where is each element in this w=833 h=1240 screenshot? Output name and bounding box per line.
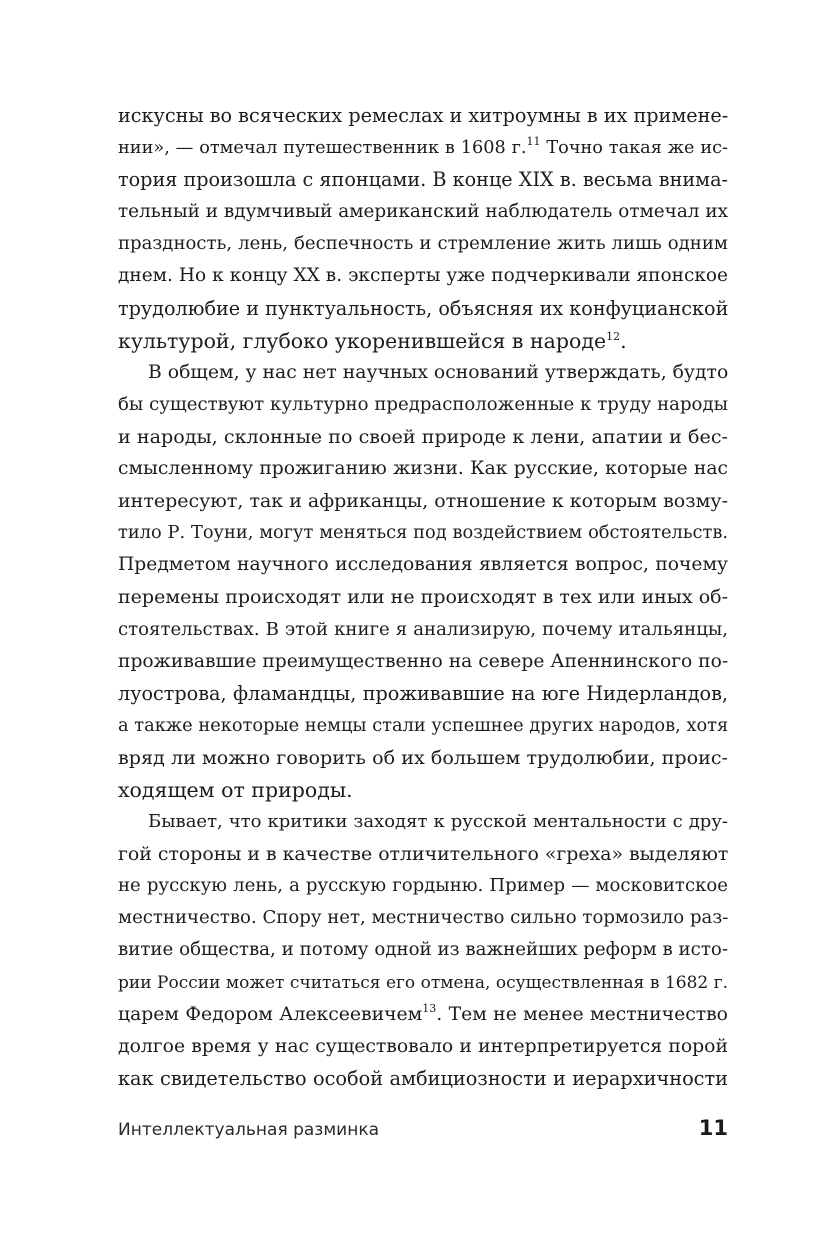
text-line: не русскую лень, а русскую гордыню. Пример — московитское (118, 875, 728, 897)
text-line (118, 999, 728, 1031)
text-line: а также некоторые немцы стали успешнее других народов, хотя (118, 714, 729, 736)
text-line: гой стороны и в качестве отличительного «греха» выделяют (118, 843, 729, 866)
page-number: 11 (698, 1116, 728, 1140)
page-footer (118, 1116, 728, 1146)
text-fragment: нии», — отмечал путешественник в 1608 г. (118, 138, 527, 159)
text-line: культурой, глубоко укоренившейся в народе$^{12}$. (118, 328, 627, 353)
text-line: интересуют, так и африканцы, отношение к которым возму- (118, 490, 728, 513)
text-line: тельный и вдумчивый американский наблюдатель отмечал их (118, 201, 728, 223)
text-line: искусны во всяческих ремеслах и хитроумны в их примене- (118, 104, 729, 127)
text-line: тория произошла с японцами. В конце XIX в. весьма внима- (118, 168, 728, 192)
text-line: стоятельствах. В этой книге я анализирую, почему итальянцы, (118, 618, 728, 640)
text-line: Предметом научного исследования является вопрос, почему (118, 554, 728, 576)
text-line: витие общества, и потому одной из важнейших реформ в исто- (118, 939, 728, 961)
text-line: бы существуют культурно предрасположенные к труду народы (118, 393, 728, 415)
text-line: как свидетельство особой амбициозности и иерархичности (118, 1066, 728, 1090)
running-title: Интеллектуальная разминка (118, 1120, 380, 1140)
text-line: рии России может считаться его отмена, осуществленная в 1682 г. (118, 972, 728, 993)
text-fragment: . Тем не менее местничество (436, 1003, 728, 1025)
text-line: местничество. Спору нет, местничество сильно тормозило раз- (118, 907, 729, 929)
text-line: вряд ли можно говорить об их большем трудолюбии, проис- (118, 745, 728, 769)
text-line: смысленному прожиганию жизни. Как русские, которые нас (118, 458, 728, 480)
footnote-ref-12[interactable]: 12 (606, 329, 621, 343)
text-line: проживавшие преимущественно на севере Апеннинского по- (118, 650, 729, 672)
footnote-ref-11[interactable]: 11 (526, 135, 541, 149)
text-line: долгое время у нас существовало и интерпретируется порой (118, 1035, 728, 1057)
text-fragment: царем Федором Алексеевичем (118, 1003, 423, 1025)
footnote-ref-13[interactable]: 13 (422, 1001, 437, 1015)
text-line: луострова, фламандцы, проживавшие на юге Нидерландов, (118, 681, 728, 705)
text-line: праздность, лень, беспечность и стремление жить лишь одним (118, 233, 728, 255)
text-line: Бывает, что критики заходят к русской ментальности с дру- (148, 811, 728, 833)
text-line: днем. Но к концу XX в. эксперты уже подчеркивали японское (118, 265, 728, 287)
text-line: В общем, у нас нет научных оснований утверждать, будто (148, 361, 729, 383)
text-line: тило Р. Тоуни, могут меняться под воздействием обстоятельств. (118, 522, 728, 544)
text-fragment: Точно такая же ис- (540, 138, 728, 159)
text-line: трудолюбие и пунктуальность, объясняя их конфуцианской (118, 296, 729, 320)
text-fragment: культурой, глубоко укоренившейся в народе (118, 328, 607, 353)
text-line: перемены происходят или не происходят в тех или иных об- (118, 586, 728, 609)
text-line (118, 132, 728, 164)
text-line: и народы, склонные по своей природе к лени, апатии и бес- (118, 424, 728, 448)
page-body-text (118, 100, 728, 1095)
text-line: ходящем от природы. (118, 777, 353, 802)
